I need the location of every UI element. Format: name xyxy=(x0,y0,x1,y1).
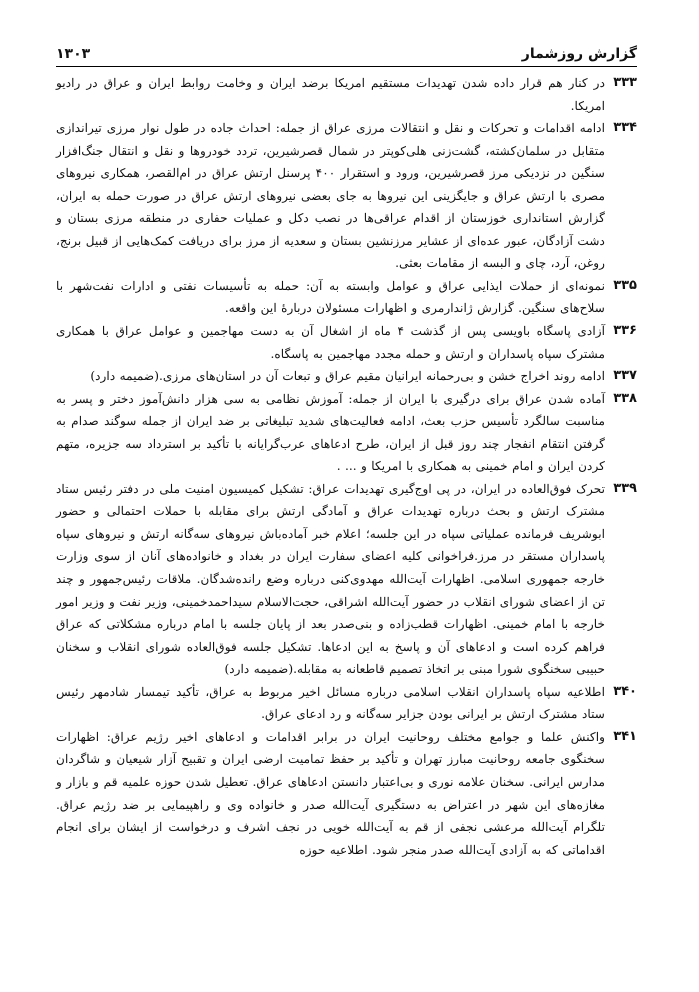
entry-340 xyxy=(56,681,637,726)
entry-text: نمونه‌ای از حملات ایذایی عراق و عوامل وابسته به آن: حمله به تأسیسات نفتی و ادارات نفت‌شهر با سلاح‌های سنگین. گزارش ژاندارمری و اظهارات مسئولان دربارهٔ این واقعه. xyxy=(56,278,605,316)
entry-number: ۳۴۰ xyxy=(613,683,637,699)
entry-337 xyxy=(56,365,637,388)
entry-number: ۳۳۹ xyxy=(613,480,637,496)
page-header xyxy=(56,40,637,62)
entry-334 xyxy=(56,117,637,275)
entry-number: ۳۳۴ xyxy=(613,120,637,136)
entry-336 xyxy=(56,320,637,365)
entry-339 xyxy=(56,478,637,681)
entry-number: ۳۴۱ xyxy=(613,728,637,744)
entry-text: ادامه روند اخراج خشن و بی‌رحمانه ایرانیان مقیم عراق و تبعات آن در استان‌های مرزی.(ضمیمه دارد) xyxy=(90,369,605,384)
chronology-entries xyxy=(56,72,637,861)
book-title: گزارش روزشمار xyxy=(521,46,637,62)
entry-number: ۳۳۵ xyxy=(613,277,637,293)
entry-338 xyxy=(56,388,637,478)
entry-text: در کنار هم قرار داده شدن تهدیدات مستقیم امریکا برضد ایران و وخامت روابط ایران و عراق در رادیو امریکا. xyxy=(56,76,605,113)
entry-number: ۳۳۳ xyxy=(613,75,637,90)
entry-341 xyxy=(56,726,637,861)
entry-text: تحرک فوق‌العاده در ایران، در پی اوج‌گیری تهدیدات عراق: تشکیل کمیسیون امنیت ملی در دفتر رئیس ستاد مشترک ارتش و بحث درباره تهدیدات عراق و آمادگی ارتش برای مقابله با حملات احتمالی و حضور ابوشریف فرمانده عملیاتی سپاه در این جلسه؛ اعلام خبر آماده‌باش نیروهای سه‌گانه ارتش و نیروهای سپاه پاسداران مستقر در مرز.فراخوانی کلیه اعضای سفارت ایران در بغداد و خانواده‌های آنان از سوی وزارت خارجه جمهوری اسلامی. اظهارات آیت‌الله مهدوی‌کنی درباره وضع رانده‌شدگان. ملاقات رئیس‌جمهور و چند تن از اعضای شورای انقلاب در حضور آیت‌الله اشراقی، حجت‌الاسلام سیداحمدخمینی، وزیر نفت و وزیر امور خارجه با امام خمینی. اظهارات قطب‌زاده و بنی‌صدر بعد از پایان جلسه با امام درباره مشکلاتی که عراق فراهم کرده است و ادعاهای آن و پاسخ به این ادعاها. تشکیل جلسه فوق‌العاده شورای انقلاب و سخنان حبیبی سخنگوی شورا مبنی بر اتخاذ تصمیم قاطعانه به مقابله.(ضمیمه دارد) xyxy=(56,481,605,677)
entry-number: ۳۳۸ xyxy=(613,390,637,406)
entry-335 xyxy=(56,275,637,320)
entry-text: آماده شدن عراق برای درگیری با ایران از جمله: آموزش نظامی به سی هزار دانش‌آموز دختر و پسر به مناسبت سالگرد تأسیس حزب بعث، ادامه فعالیت‌های شدید تبلیغاتی بر ضد ایران از جمله سوگند صدام به گرفتن انتقام انفجار چند روز قبل از ایران، طرح ادعاهای عرب‌گرایانه با تأکید بر استرداد سه جزیره، متهم کردن ایران و امام خمینی به همکاری با امریکا و ... . xyxy=(56,391,605,474)
header-rule xyxy=(56,66,637,67)
entry-text: آزادی پاسگاه باویسی پس از گذشت ۴ ماه از اشغال آن به دست مهاجمین و عوامل عراق با همکاری مشترک سپاه پاسداران و ارتش و حمله مجدد مهاجمین به پاسگاه. xyxy=(56,324,605,361)
entry-333 xyxy=(56,72,637,117)
entry-text: واکنش علما و جوامع مختلف روحانیت ایران در برابر اقدامات و ادعاهای اخیر رژیم عراق: اظهارات سخنگوی جامعه روحانیت مبارز تهران و تأکید بر حفظ تمامیت ارضی ایران و تقبیح آزار شیعیان و شاگردان مدارس ایرانی. سخنان علامه نوری و بی‌اعتبار دانستن ادعاهای عراق. تعطیل شدن حوزه علمیه قم و بازار و مغازه‌های این شهر در اعتراض به دستگیری آیت‌الله صدر و خانواده وی و راهپیمایی بر ضد رژیم عراق. تلگرام آیت‌الله مرعشی نجفی از قم به آیت‌الله خویی در نجف اشرف و درخواست از ایشان برای انجام اقداماتی که به آزادی آیت‌الله صدر منجر شود. اطلاعیه حوزه xyxy=(56,729,605,857)
entry-text: ادامه اقدامات و تحرکات و نقل و انتقالات مرزی عراق از جمله: احداث جاده در طول نوار مرزی تیراندازی متقابل در سلمان‌کشته، گشت‌زنی هلی‌کوپتر در شمال قصرشیرین، تردد خودروها و نقل و انتقال جنگ‌افزار سنگین در نزدیکی مرز قصرشیرین، ورود و استقرار ۴۰۰ پرسنل ارتش عراق در ام‌القصر، همکاری نیروهای مصری با ارتش عراق و جایگزینی این نیروها به جای بعضی نیروهای ارتش عراق در صورت حمله به ایران، گزارش استانداری خوزستان از اقدام عراقی‌ها در نصب دکل و عملیات حفاری در منطقه مرزی بستان و دشت آزادگان، عبور عده‌ای از عشایر مرزنشین بستان و سعدیه از مرز برای دریافت کمک‌هایی از قبیل برنج، روغن، آرد، چای و البسه از مقامات بعثی. xyxy=(56,121,605,271)
entry-number: ۳۳۶ xyxy=(613,323,637,339)
entry-number: ۳۳۷ xyxy=(613,368,637,384)
entry-text: اطلاعیه سپاه پاسداران انقلاب اسلامی درباره مسائل اخیر مربوط به عراق، تأکید تیمسار شادمهر رئیس ستاد مشترک ارتش بر ایرانی بودن جزایر سه‌گانه و رد ادعای عراق. xyxy=(56,684,605,722)
page-number: ۱۳۰۳ xyxy=(56,46,91,62)
